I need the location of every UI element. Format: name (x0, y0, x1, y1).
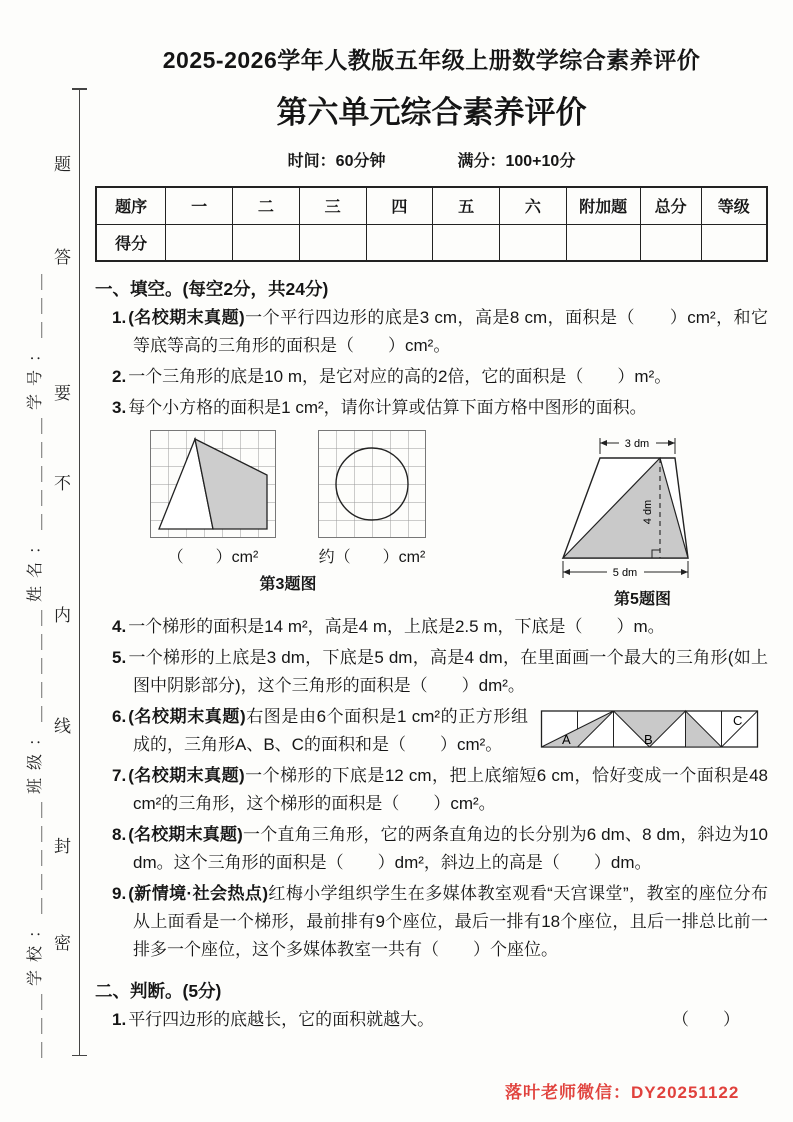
score-cell (166, 224, 233, 261)
q6-label-b: B (644, 732, 653, 747)
col-header-4: 四 (366, 187, 433, 224)
seal-char-mi: 密 (54, 934, 71, 953)
judge-question-1-text: 平行四边形的底越长，它的面积就越大。 (128, 1010, 435, 1029)
judge-question-1-number: 1. (112, 1010, 127, 1029)
score-cell (566, 224, 640, 261)
seal-char-da: 答 (54, 248, 71, 267)
question-4-number: 4. (112, 617, 127, 636)
col-header-total: 总分 (640, 187, 701, 224)
question-8 (112, 821, 768, 877)
question-6-number: 6. (112, 707, 127, 726)
col-header-3: 三 (299, 187, 366, 224)
question-7-number: 7. (112, 766, 127, 785)
q6-label-a: A (562, 732, 571, 747)
judge-question-1 (112, 1006, 768, 1034)
page-title: 第六单元综合素养评价 (276, 95, 587, 130)
question-7 (112, 762, 768, 818)
q5-bottom-label: 5 dm (612, 567, 638, 579)
question-5-figure (545, 430, 740, 609)
question-3-number: 3. (112, 398, 127, 417)
q5-height-label: 4 dm (642, 499, 654, 525)
q3-grid-figure-left (150, 430, 276, 538)
question-8-number: 8. (112, 825, 127, 844)
col-header-6: 六 (500, 187, 567, 224)
q6-label-c: C (733, 713, 743, 728)
score-cell (433, 224, 500, 261)
question-3-figures (150, 430, 426, 594)
question-3 (112, 394, 768, 422)
q3-grid-figure-right (318, 430, 426, 538)
question-1-number: 1. (112, 308, 127, 327)
seal-char-nei: 内 (54, 606, 71, 625)
score-cell (500, 224, 567, 261)
seal-char-feng: 封 (54, 837, 71, 856)
col-header-5: 五 (433, 187, 500, 224)
question-2 (112, 363, 768, 391)
score-table (95, 186, 768, 262)
q5-trapezoid-figure (545, 430, 740, 582)
seal-char-ti: 题 (54, 155, 71, 174)
q5-top-label: 3 dm (624, 438, 650, 450)
question-5-number: 5. (112, 648, 127, 667)
question-9-tag: (新情境·社会热点) (128, 884, 268, 903)
seal-line (79, 88, 80, 1056)
question-6-tag: (名校期末真题) (128, 707, 246, 726)
question-8-tag: (名校期末真题) (128, 825, 243, 844)
figures-row (150, 430, 758, 609)
seal-char-yao: 要 (54, 384, 71, 403)
question-4-text: 一个梯形的面积是14 m²，高是4 m，上底是2.5 m，下底是（ ）m。 (128, 617, 665, 636)
q3-answer-left: （ ）cm² (167, 549, 259, 566)
score-cell (640, 224, 701, 261)
margin-student-fields: ＿＿＿学校：＿＿＿＿＿班级：＿＿＿＿＿姓名：＿＿＿＿＿学号：＿＿＿ (27, 265, 44, 1058)
score-cell (299, 224, 366, 261)
question-7-text: 一个梯形的下底是12 cm，把上底缩短6 cm，恰好变成一个面积是48 cm²的三角形，这个梯形的面积是（ ）cm²。 (133, 766, 769, 813)
seal-char-xian: 线 (54, 717, 71, 736)
question-3-text: 每个小方格的面积是1 cm²，请你计算或估算下面方格中图形的面积。 (128, 398, 647, 417)
score-cell (233, 224, 300, 261)
col-header-1: 一 (166, 187, 233, 224)
col-header-tixu: 题序 (96, 187, 166, 224)
q3-answer-right: 约（ ）cm² (318, 549, 426, 566)
col-header-2: 二 (233, 187, 300, 224)
question-9 (112, 880, 768, 964)
time-limit-label: 时间：60分钟 (287, 153, 386, 170)
q3-figure-caption: 第3题图 (259, 576, 317, 593)
question-9-text: 红梅小学组织学生在多媒体教室观看“天宫课堂”，教室的座位分布从上面看是一个梯形，最前排有9个座位，最后一排有18个座位，且后一排总比前一排多一个座位，这个多媒体教室一共有（ ）个座位。 (133, 884, 768, 959)
score-table-score-row (96, 224, 767, 261)
question-9-number: 9. (112, 884, 127, 903)
series-title: 2025-2026学年人教版五年级上册数学综合素养评价 (162, 47, 701, 73)
judge-question-1-blank: （ ） (672, 1010, 740, 1029)
question-1 (112, 304, 768, 360)
question-1-tag: (名校期末真题) (128, 308, 245, 327)
score-table-header-row (96, 187, 767, 224)
question-2-number: 2. (112, 367, 127, 386)
score-row-label: 得分 (96, 224, 166, 261)
question-7-tag: (名校期末真题) (128, 766, 245, 785)
question-4 (112, 613, 768, 641)
question-1-text: 一个平行四边形的底是3 cm，高是8 cm，面积是（ ）cm²，和它等底等高的三角形的面积是（ ）cm²。 (133, 308, 768, 355)
question-8-text: 一个直角三角形，它的两条直角边的长分别为6 dm、8 dm，斜边为10 dm。这个三角形的面积是（ ）dm²，斜边上的高是（ ）dm。 (133, 825, 769, 872)
q5-figure-caption: 第5题图 (614, 591, 671, 608)
col-header-grade: 等级 (701, 187, 767, 224)
full-score-label: 满分：100+10分 (457, 153, 576, 170)
score-cell (366, 224, 433, 261)
question-5 (112, 644, 768, 700)
seal-char-bu: 不 (54, 474, 71, 493)
question-2-text: 一个三角形的底是10 m，是它对应的高的2倍，它的面积是（ ）m²。 (128, 367, 672, 386)
q6-squares-svg (540, 709, 762, 751)
section-one-heading: 一、填空。(每空2分，共24分) (95, 279, 329, 299)
question-6 (112, 703, 768, 759)
score-cell (701, 224, 767, 261)
col-header-bonus: 附加题 (566, 187, 640, 224)
teacher-watermark: 落叶老师微信：DY20251122 (505, 1083, 740, 1102)
section-two-heading: 二、判断。(5分) (95, 981, 222, 1001)
question-6-text: 右图是由6个面积是1 cm²的正方形组成的，三角形A、B、C的面积和是（ ）cm²。 (133, 707, 528, 754)
exam-meta (95, 148, 768, 171)
question-5-text: 一个梯形的上底是3 dm，下底是5 dm，高是4 dm，在里面画一个最大的三角形(如上图中阴影部分)，这个三角形的面积是（ ）dm²。 (128, 648, 768, 695)
q6-squares-figure (540, 709, 768, 751)
